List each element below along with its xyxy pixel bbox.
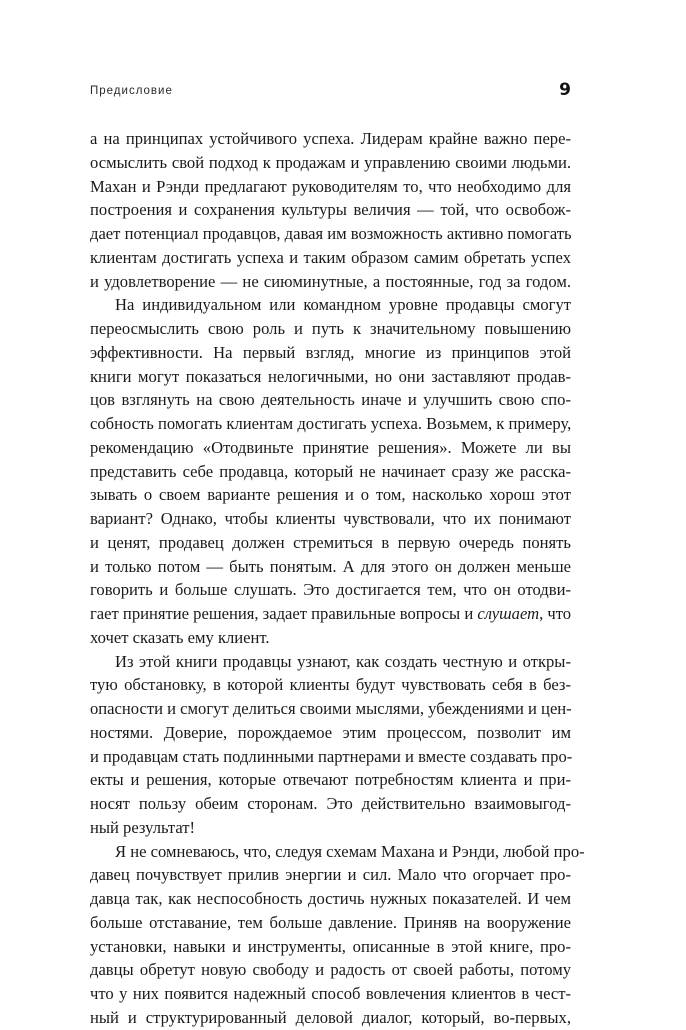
text-line: переосмыслить свою роль и путь к значительному повышению <box>90 319 571 338</box>
text-line: давца так, как неспособность достичь нужных показателей. И чем <box>90 889 571 908</box>
text-line: вариант? Однако, чтобы клиенты чувствовали, что их понимают <box>90 509 571 528</box>
text-line: осмыслить свой подход к продажам и управлению своими людьми. <box>90 152 571 172</box>
paragraph-2 <box>90 293 571 649</box>
text-line: давец почувствует прилив энергии и сил. Мало что огорчает про- <box>90 865 571 885</box>
text-line: и продавцам стать подлинными партнерами и вместе создавать про- <box>90 746 573 766</box>
text-line: Махан и Рэнди предлагают руководителям то, что необходимо для <box>90 176 571 196</box>
text-line: а на принципах устойчивого успеха. Лидерам крайне важно пере- <box>90 129 571 148</box>
text-line: ностями. Доверие, порождаемое этим процессом, позволит им <box>90 722 571 742</box>
text-line: больше отставание, тем больше давление. Приняв на вооружение <box>90 912 571 932</box>
text-line: представить себе продавца, который не начинает сразу же расска- <box>90 461 571 481</box>
text-line: и удовлетворение — не сиюминутные, а постоянные, год за годом. <box>90 271 571 291</box>
body-text <box>90 127 585 1030</box>
text-line: На индивидуальном или командном уровне продавцы смогут <box>115 295 571 315</box>
emphasis-word: слушает <box>477 604 540 623</box>
page-number: 9 <box>559 80 571 100</box>
text-line-with-emphasis <box>90 602 571 626</box>
text-line: говорить и больше слушать. Это достигается тем, что он отодви- <box>90 580 571 600</box>
text-line: опасности и смогут делиться своими мыслями, убеждениями и цен- <box>90 699 572 718</box>
text-line: ный результат! <box>90 817 196 837</box>
text-line: носят пользу обеим сторонам. Это действительно взаимовыгод- <box>90 794 571 813</box>
running-header <box>90 80 571 104</box>
paragraph-4 <box>90 840 585 1030</box>
text-fragment: , что <box>539 604 572 623</box>
text-line: ный и структурированный деловой диалог, который, во-первых, <box>90 1007 571 1027</box>
text-line: зывать о своем варианте решения и о том, насколько хорош этот <box>90 485 571 505</box>
text-line: установки, навыки и инструменты, описанные в этой книге, про- <box>90 936 571 956</box>
text-line: дает потенциал продавцов, давая им возможность активно помогать <box>90 224 572 243</box>
text-line: собность помогать клиентам достигать успеха. Возьмем, к примеру, <box>90 414 572 433</box>
text-line: екты и решения, которые отвечают потребностям клиента и при- <box>90 770 571 790</box>
paragraph-3 <box>90 650 571 840</box>
text-line: книги могут показаться нелогичными, но они заставляют продав- <box>90 366 571 386</box>
text-line: хочет сказать ему клиент. <box>90 627 270 647</box>
text-line: эффективности. На первый взгляд, многие из принципов этой <box>90 342 571 362</box>
text-line: и ценят, продавец должен стремиться в первую очередь понять <box>90 532 571 552</box>
running-head-title: Предисловие <box>90 85 173 97</box>
text-line: построения и сохранения культуры величия — той, что освобож- <box>90 200 571 220</box>
text-line: тую обстановку, в которой клиенты будут чувствовать себя в без- <box>90 675 571 695</box>
text-fragment: гает принятие решения, задает правильные вопросы и <box>90 604 478 623</box>
text-line: цов взглянуть на свою деятельность иначе и улучшить свою спо- <box>90 390 571 410</box>
paragraph-1 <box>90 127 571 293</box>
text-line: Из этой книги продавцы узнают, как создать честную и откры- <box>115 651 571 671</box>
text-line: давцы обретут новую свободу и радость от своей работы, потому <box>90 960 571 980</box>
text-line: рекомендацию «Отодвиньте принятие решения». Можете ли вы <box>90 437 571 457</box>
text-line: что у них появится надежный способ вовлечения клиентов в чест- <box>90 984 571 1003</box>
text-line: Я не сомневаюсь, что, следуя схемам Махана и Рэнди, любой про- <box>115 841 585 861</box>
text-line: клиентам достигать успеха и таким образом самим обретать успех <box>90 247 571 267</box>
text-line: и только потом — быть понятым. А для этого он должен меньше <box>90 556 571 576</box>
